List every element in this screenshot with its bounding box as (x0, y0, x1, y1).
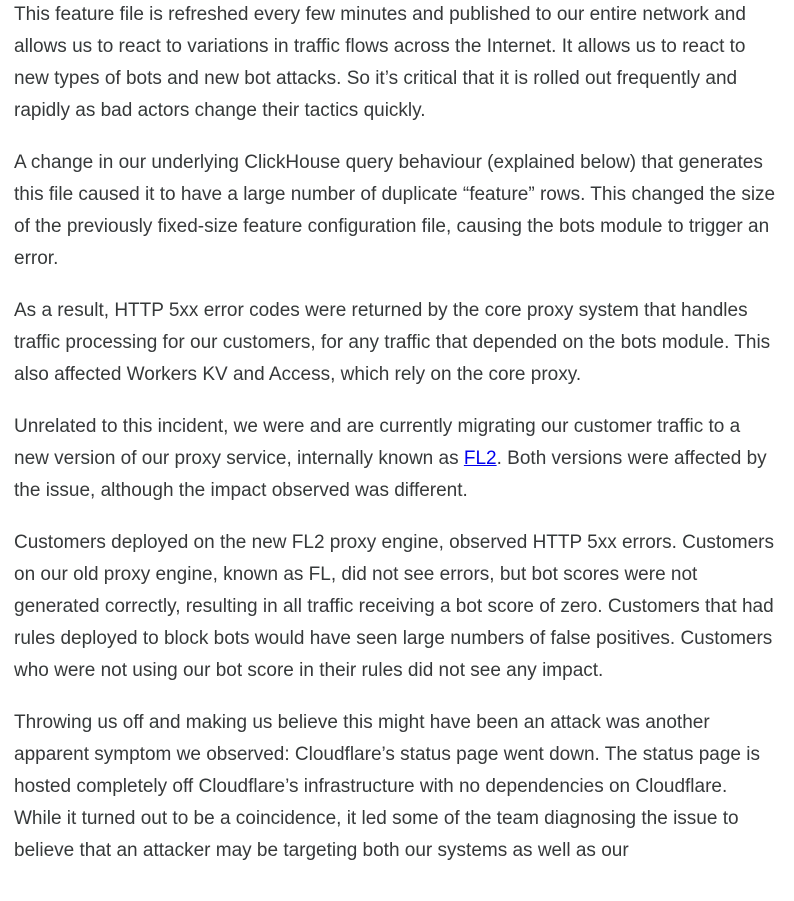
paragraph-feature-file: This feature file is refreshed every few minutes and published to our entire network and allows us to react to variations in traffic flows across the Internet. It allows us to react to new types of bots and new bot attacks. So it’s critical that it is rolled out frequently and rapidly as bad actors change their tactics quickly. (14, 4, 746, 121)
paragraph-status-page: Throwing us off and making us believe this might have been an attack was another apparent symptom we observed: Cloudflare’s status page went down. The status page is hosted completely off Cloudflare’s infrastructure with no dependencies on Cloudflare. While it turned out to be a coincidence, it led some of the team diagnosing the issue to believe that an attacker may be targeting both our systems as well as our (14, 712, 761, 861)
paragraph-migration (14, 411, 780, 507)
paragraph-migration-text-after: . Both versions were affected by the issue, although the impact observed was different. (14, 448, 767, 501)
article-body (14, 0, 780, 887)
paragraph-clickhouse-change: A change in our underlying ClickHouse query behaviour (explained below) that generates this file caused it to have a large number of duplicate “feature” rows. This changed the size of the previously fixed-size feature configuration file, causing the bots module to trigger an error. (14, 152, 776, 269)
fl2-link[interactable]: FL2 (463, 448, 497, 469)
paragraph-http-5xx: As a result, HTTP 5xx error codes were returned by the core proxy system that handles traffic processing for our customers, for any traffic that depended on the bots module. This also affected Workers KV and Access, which rely on the core proxy. (14, 300, 771, 385)
paragraph-fl2-customers: Customers deployed on the new FL2 proxy engine, observed HTTP 5xx errors. Customers on our old proxy engine, known as FL, did not see errors, but bot scores were not generated correctly, resulting in all traffic receiving a bot score of zero. Customers that had rules deployed to block bots would have seen large numbers of false positives. Customers who were not using our bot score in their rules did not see any impact. (14, 532, 774, 681)
paragraph-migration-text-before: Unrelated to this incident, we were and are currently migrating our customer traffic to a new version of our proxy service, internally known as (14, 416, 741, 469)
